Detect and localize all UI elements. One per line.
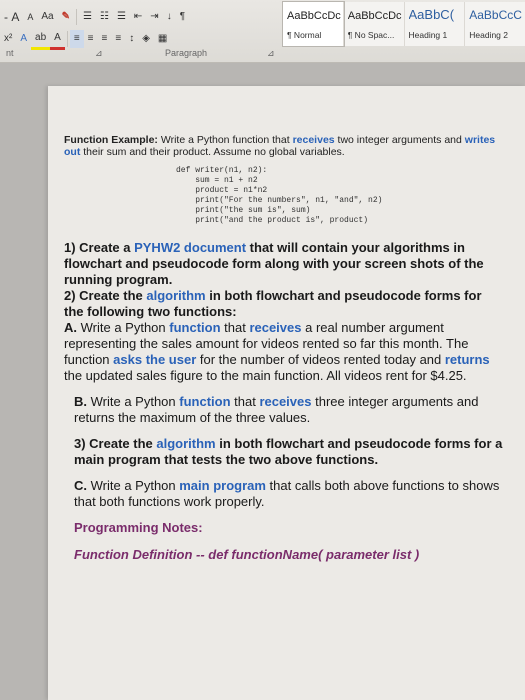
change-case-button[interactable]: Aa <box>41 11 54 22</box>
grow-font-button[interactable]: - A <box>4 10 20 24</box>
sort-button[interactable]: ↓ <box>166 11 172 22</box>
align-right-button[interactable]: ≡ <box>101 33 108 44</box>
clear-formatting-icon[interactable]: ✎ <box>61 11 70 22</box>
ribbon-row-2 <box>0 28 171 50</box>
style-heading-1[interactable]: AaBbC( Heading 1 <box>405 2 466 46</box>
show-formatting-button[interactable]: ¶ <box>179 11 186 22</box>
function-example-paragraph: Function Example: Write a Python function that receives two integer arguments and writes out their sum and their product. Assume no global variables. <box>64 134 496 158</box>
superscript-button[interactable]: x² <box>4 33 13 44</box>
text-effects-button[interactable]: A <box>20 33 28 44</box>
increase-indent-button[interactable]: ⇥ <box>150 11 159 22</box>
decrease-indent-button[interactable]: ⇤ <box>133 11 143 22</box>
shrink-font-button[interactable]: A <box>27 12 34 22</box>
dialog-launcher-icon[interactable]: ⊿ <box>267 48 275 58</box>
numbering-button[interactable]: ☷ <box>99 11 109 22</box>
align-left-button[interactable]: ≡ <box>70 30 84 48</box>
font-color-button[interactable]: A <box>50 29 65 50</box>
programming-notes-heading: Programming Notes: <box>74 520 203 535</box>
style-normal[interactable]: AaBbCcDc ¶ Normal <box>283 2 344 46</box>
shading-button[interactable]: ◈ <box>142 33 150 44</box>
instruction-3: 3) Create the algorithm in both flowchart and pseudocode forms for a main program that tests the two above functions. <box>74 436 503 467</box>
multilevel-list-button[interactable]: ☰ <box>116 11 126 22</box>
ribbon-row-1 <box>0 6 189 28</box>
function-definition-note: Function Definition -- def functionName( parameter list ) <box>74 547 420 562</box>
bullets-button[interactable]: ☰ <box>83 11 92 22</box>
instruction-2: 2) Create the algorithm in both flowchart and pseudocode forms for the following two functions: <box>64 288 482 319</box>
ribbon <box>0 0 525 63</box>
task-a: A. Write a Python function that receives a real number argument representing the sales amount for videos rented so far this month. The function asks the user for the number of videos rented today and returns the updated sales figure to the main function. All videos rent for $4.25. <box>64 320 490 383</box>
align-center-button[interactable]: ≡ <box>87 33 94 44</box>
instruction-1: 1) Create a PYHW2 document that will contain your algorithms in flowchart and pseudocode form along with your screen shots of the running program. <box>64 240 484 287</box>
style-no-spacing[interactable]: AaBbCcDc ¶ No Spac... <box>344 2 405 46</box>
task-c: C. Write a Python main program that calls both above functions to shows that both functions work properly. <box>74 478 500 509</box>
borders-button[interactable]: ▦ <box>157 33 168 44</box>
highlight-button[interactable]: ab <box>31 29 50 50</box>
line-spacing-button[interactable]: ↕ <box>129 33 135 44</box>
group-label-font: nt <box>6 48 14 58</box>
justify-button[interactable]: ≡ <box>115 33 122 44</box>
document-content <box>64 134 504 563</box>
style-heading-2[interactable]: AaBbCcC Heading 2 <box>465 2 525 46</box>
code-sample: def writer(n1, n2): sum = n1 + n2 product = n1*n2 print("For the numbers", n1, "and", n2) print("the sum is", sum) print("and the product is", product) <box>176 166 383 225</box>
group-label-paragraph: Paragraph <box>165 48 208 58</box>
styles-gallery <box>282 2 525 46</box>
dialog-launcher-icon[interactable]: ⊿ <box>95 48 103 58</box>
task-b: B. Write a Python function that receives three integer arguments and returns the maximum of the three values. <box>74 394 479 425</box>
document-page[interactable] <box>48 86 525 700</box>
